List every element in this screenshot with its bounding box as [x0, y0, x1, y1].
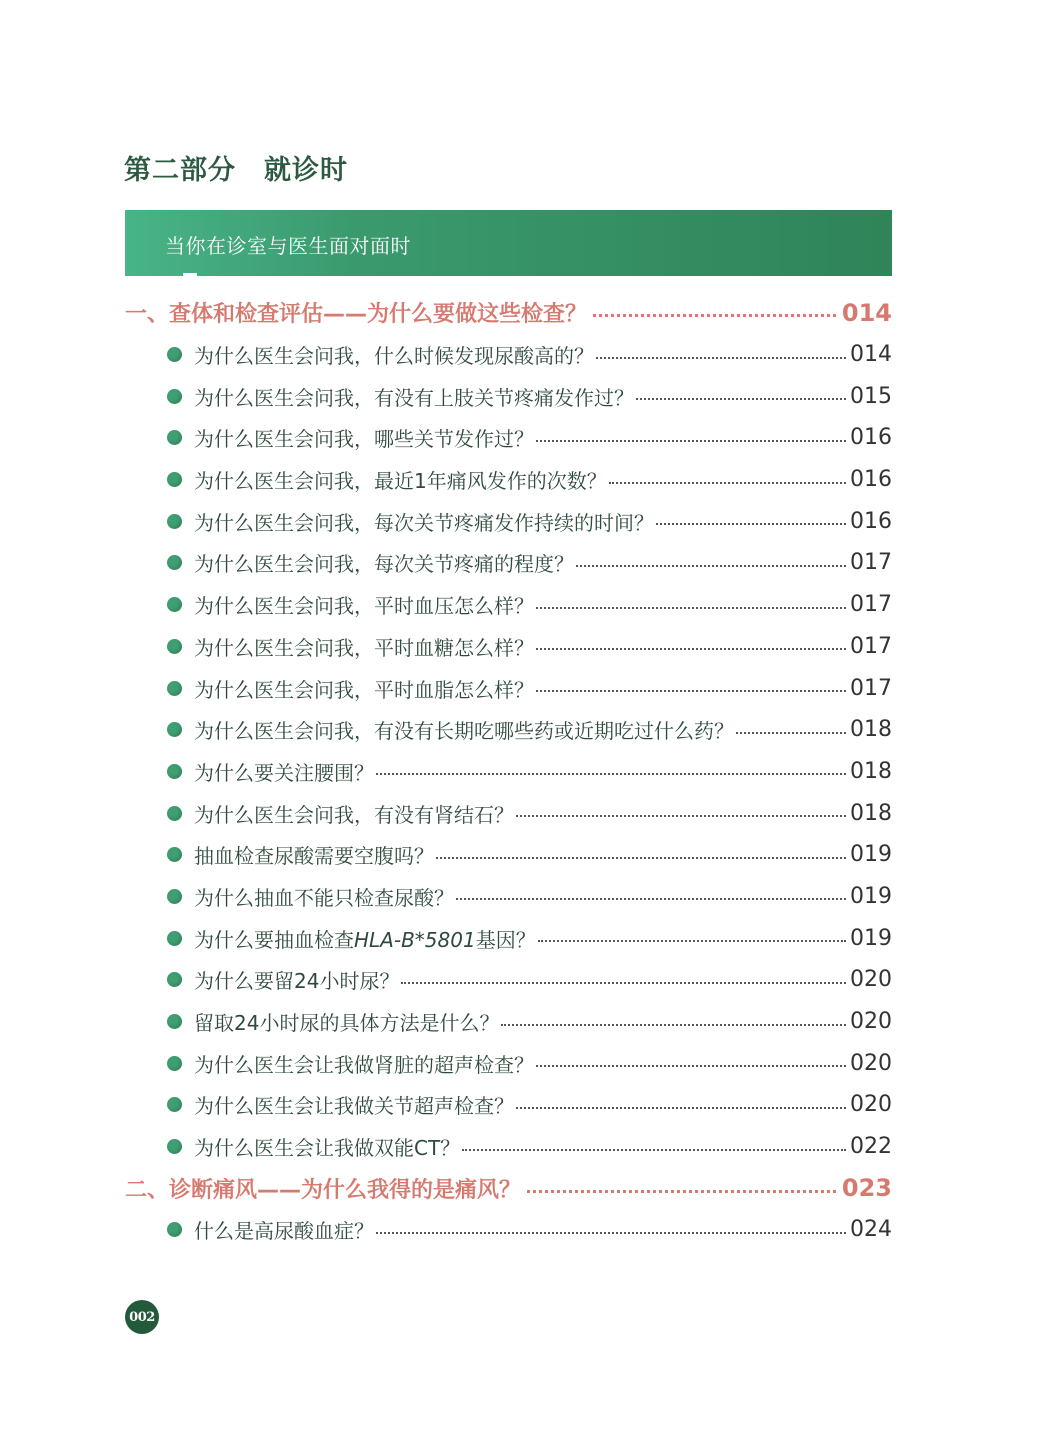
- toc-item-row[interactable]: [125, 1042, 892, 1084]
- toc-page-number: 018: [850, 758, 892, 784]
- toc-item-row[interactable]: [125, 709, 892, 751]
- toc-page-number: 019: [850, 842, 892, 868]
- toc-item-title: 为什么医生会问我，平时血糖怎么样？: [194, 635, 534, 660]
- bullet-dot-icon: [167, 1139, 182, 1154]
- bullet-dot-icon: [167, 1014, 182, 1029]
- toc-item-title: 为什么医生会问我，平时血脂怎么样？: [194, 677, 534, 702]
- part-title: 第二部分 就诊时: [124, 155, 348, 186]
- toc-section-row[interactable]: [125, 292, 892, 334]
- toc-item-title: 为什么要抽血检查HLA-B*5801基因？: [194, 927, 536, 952]
- toc-item-title: 为什么抽血不能只检查尿酸？: [194, 885, 454, 910]
- toc-page-number: 017: [850, 633, 892, 659]
- toc-item-title: 为什么医生会问我，平时血压怎么样？: [194, 594, 534, 619]
- bullet-dot-icon: [167, 1222, 182, 1237]
- toc-item-row[interactable]: [125, 459, 892, 501]
- bullet-dot-icon: [167, 347, 182, 362]
- toc-item-title: 为什么医生会让我做关节超声检查？: [194, 1094, 514, 1119]
- dot-leader: [656, 523, 846, 525]
- toc-page-number: 022: [850, 1134, 892, 1160]
- toc-item-title: 为什么医生会问我，最近1年痛风发作的次数？: [194, 469, 607, 494]
- toc-page-number: 023: [841, 1174, 892, 1203]
- dot-leader: [593, 314, 836, 317]
- dot-leader: [456, 898, 846, 900]
- banner-underline-mark: [183, 273, 197, 276]
- toc-item-row[interactable]: [125, 876, 892, 918]
- dot-leader: [536, 648, 846, 650]
- toc-item-row[interactable]: [125, 667, 892, 709]
- toc-item-row[interactable]: [125, 1209, 892, 1251]
- toc-page-number: 018: [850, 800, 892, 826]
- toc-item-row[interactable]: [125, 917, 892, 959]
- toc-item-title: 留取24小时尿的具体方法是什么？: [194, 1011, 500, 1036]
- toc-item-title: 为什么要关注腰围？: [194, 760, 374, 785]
- toc-item-row[interactable]: [125, 792, 892, 834]
- toc-page-number: 018: [850, 717, 892, 743]
- toc-item-row[interactable]: [125, 959, 892, 1001]
- toc-page-number: 019: [850, 883, 892, 909]
- toc-item-title: 为什么医生会问我，哪些关节发作过？: [194, 427, 534, 452]
- toc-item-row[interactable]: [125, 751, 892, 793]
- toc-section-row[interactable]: [125, 1167, 892, 1209]
- bullet-dot-icon: [167, 847, 182, 862]
- dot-leader: [516, 1107, 846, 1109]
- dot-leader: [736, 732, 846, 734]
- toc-item-row[interactable]: [125, 626, 892, 668]
- toc-page-number: 019: [850, 925, 892, 951]
- toc-item-row[interactable]: [125, 1084, 892, 1126]
- toc-item-title: 为什么医生会让我做双能CT？: [194, 1136, 461, 1161]
- dot-leader: [536, 690, 846, 692]
- toc-section-title: 二、诊断痛风——为什么我得的是痛风？: [125, 1177, 522, 1203]
- banner-text: 当你在诊室与医生面对面时: [165, 234, 411, 258]
- bullet-dot-icon: [167, 722, 182, 737]
- toc-item-title: 为什么医生会问我，什么时候发现尿酸高的？: [194, 344, 594, 369]
- dot-leader: [376, 1232, 846, 1234]
- toc-item-title: 为什么要留24小时尿？: [194, 969, 400, 994]
- toc-item-title: 为什么医生会问我，有没有长期吃哪些药或近期吃过什么药？: [194, 719, 734, 744]
- toc-page-number: 020: [850, 967, 892, 993]
- toc-page-number: 016: [850, 508, 892, 534]
- dot-leader: [536, 607, 846, 609]
- bullet-dot-icon: [167, 972, 182, 987]
- toc-item-title: 为什么医生会问我，每次关节疼痛的程度？: [194, 552, 574, 577]
- toc-item-title: 为什么医生会问我，有没有上肢关节疼痛发作过？: [194, 385, 634, 410]
- toc-page-number: 024: [850, 1217, 892, 1243]
- toc-item-title: 抽血检查尿酸需要空腹吗？: [194, 844, 434, 869]
- dot-leader: [636, 398, 846, 400]
- toc-page-number: 014: [850, 342, 892, 368]
- dot-leader: [576, 565, 846, 567]
- toc-page-number: 017: [850, 550, 892, 576]
- toc-page-number: 014: [841, 298, 892, 327]
- toc-item-row[interactable]: [125, 334, 892, 376]
- toc-item-title: 什么是高尿酸血症？: [194, 1219, 374, 1244]
- toc-item-row[interactable]: [125, 584, 892, 626]
- dot-leader: [401, 982, 846, 984]
- bullet-dot-icon: [167, 1056, 182, 1071]
- bullet-dot-icon: [167, 472, 182, 487]
- toc-page-number: 016: [850, 425, 892, 451]
- dot-leader: [376, 773, 846, 775]
- toc-item-row[interactable]: [125, 834, 892, 876]
- bullet-dot-icon: [167, 931, 182, 946]
- toc-section-title: 一、查体和检查评估——为什么要做这些检查？: [125, 302, 588, 328]
- toc-page-number: 020: [850, 1009, 892, 1035]
- bullet-dot-icon: [167, 1097, 182, 1112]
- dot-leader: [538, 940, 846, 942]
- table-of-contents: [125, 292, 892, 1251]
- bullet-dot-icon: [167, 514, 182, 529]
- dot-leader: [462, 1149, 846, 1151]
- dot-leader: [436, 857, 846, 859]
- toc-page-number: 020: [850, 1092, 892, 1118]
- toc-item-row[interactable]: [125, 417, 892, 459]
- dot-leader: [516, 815, 846, 817]
- toc-page-number: 020: [850, 1050, 892, 1076]
- toc-item-title: 为什么医生会问我，每次关节疼痛发作持续的时间？: [194, 510, 654, 535]
- toc-item-row[interactable]: [125, 1126, 892, 1168]
- toc-item-title: 为什么医生会让我做肾脏的超声检查？: [194, 1052, 534, 1077]
- dot-leader: [596, 357, 846, 359]
- toc-item-row[interactable]: [125, 500, 892, 542]
- toc-page-number: 015: [850, 383, 892, 409]
- toc-page-number: 017: [850, 592, 892, 618]
- toc-page-number: 017: [850, 675, 892, 701]
- bullet-dot-icon: [167, 555, 182, 570]
- bullet-dot-icon: [167, 639, 182, 654]
- toc-item-row[interactable]: [125, 375, 892, 417]
- bullet-dot-icon: [167, 806, 182, 821]
- bullet-dot-icon: [167, 889, 182, 904]
- dot-leader: [527, 1190, 836, 1193]
- dot-leader: [501, 1024, 846, 1026]
- toc-item-row[interactable]: [125, 1001, 892, 1043]
- page-number-badge: 002: [125, 1300, 159, 1334]
- bullet-dot-icon: [167, 597, 182, 612]
- dot-leader: [536, 1065, 846, 1067]
- dot-leader: [536, 440, 846, 442]
- bullet-dot-icon: [167, 430, 182, 445]
- bullet-dot-icon: [167, 681, 182, 696]
- dot-leader: [609, 482, 846, 484]
- toc-page-number: 016: [850, 467, 892, 493]
- bullet-dot-icon: [167, 764, 182, 779]
- bullet-dot-icon: [167, 389, 182, 404]
- toc-item-row[interactable]: [125, 542, 892, 584]
- toc-item-title: 为什么医生会问我，有没有肾结石？: [194, 802, 514, 827]
- chapter-banner: [125, 210, 892, 276]
